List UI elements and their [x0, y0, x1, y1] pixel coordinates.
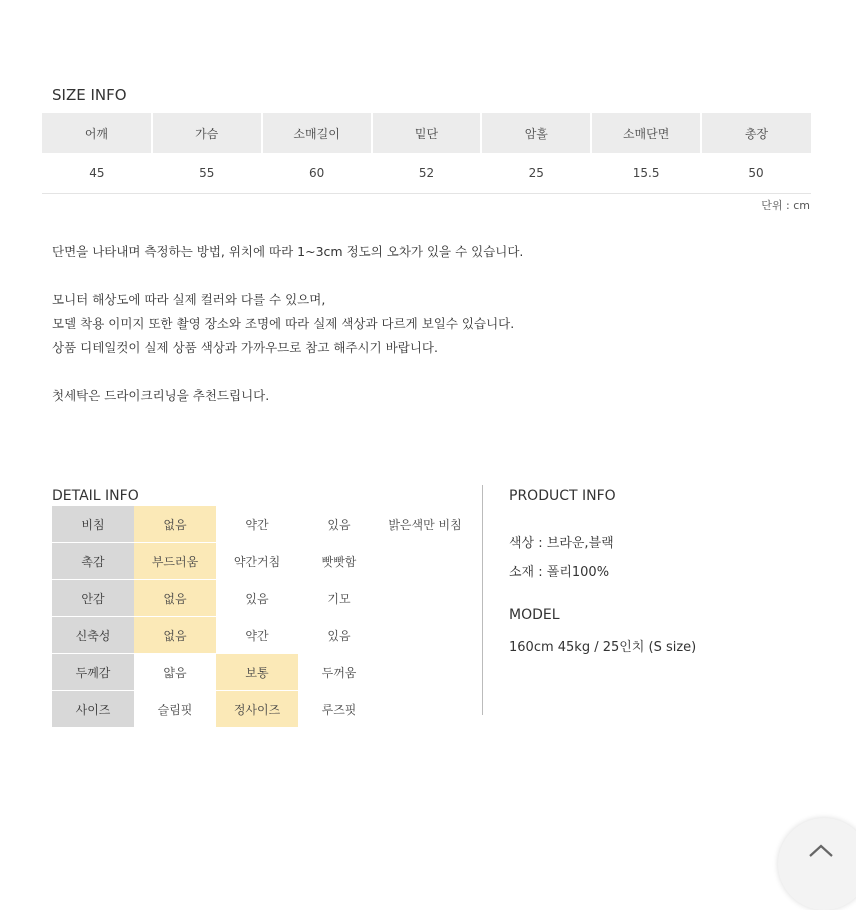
detail-option: 두꺼움 [298, 654, 380, 691]
detail-grid [52, 506, 470, 728]
size-table-header-row [42, 113, 811, 153]
detail-option: 있음 [216, 580, 298, 617]
detail-option-selected: 부드러움 [134, 543, 216, 580]
detail-option: 약간 [216, 617, 298, 654]
size-header-sleeve-length: 소매길이 [262, 113, 372, 153]
detail-label-stretch: 신축성 [52, 617, 134, 654]
detail-option: 루즈핏 [298, 691, 380, 728]
note-monitor: 모니터 해상도에 따라 실제 컬러와 다를 수 있으며, [52, 292, 326, 307]
detail-option: 얇음 [134, 654, 216, 691]
vertical-divider [482, 485, 483, 715]
detail-label-thickness: 두께감 [52, 654, 134, 691]
detail-label-sheerness: 비침 [52, 506, 134, 543]
detail-option: 있음 [298, 506, 380, 543]
note-model-image: 모델 착용 이미지 또한 촬영 장소와 조명에 따라 실제 색상과 다르게 보일수 있습니다. [52, 316, 515, 331]
note-measurement: 단면을 나타내며 측정하는 방법, 위치에 따라 1~3cm 정도의 오차가 있을 수 있습니다. [52, 244, 524, 259]
detail-info-title: DETAIL INFO [52, 488, 139, 504]
detail-option: 빳빳함 [298, 543, 380, 580]
product-material: 소재 : 폴리100% [509, 565, 610, 580]
detail-option-selected: 없음 [134, 617, 216, 654]
detail-label-lining: 안감 [52, 580, 134, 617]
size-header-hem: 밑단 [372, 113, 482, 153]
detail-option-empty [380, 580, 470, 617]
note-washing: 첫세탁은 드라이크리닝을 추천드립니다. [52, 388, 270, 403]
size-value-hem: 52 [372, 153, 482, 194]
detail-option-selected: 없음 [134, 580, 216, 617]
size-value-shoulder: 45 [42, 153, 152, 194]
detail-option-empty [380, 543, 470, 580]
detail-label-texture: 촉감 [52, 543, 134, 580]
product-color: 색상 : 브라운,블랙 [509, 536, 614, 551]
size-header-sleeve-width: 소매단면 [591, 113, 701, 153]
size-info-title: SIZE INFO [52, 86, 127, 104]
size-unit: 단위 : cm [761, 199, 810, 212]
size-header-total-length: 총장 [701, 113, 811, 153]
size-value-total-length: 50 [701, 153, 811, 194]
notes-block [52, 240, 523, 408]
detail-option: 약간 [216, 506, 298, 543]
detail-option: 밝은색만 비침 [380, 506, 470, 543]
detail-option-selected: 없음 [134, 506, 216, 543]
note-detail-cut: 상품 디테일컷이 실제 상품 색상과 가까우므로 참고 해주시기 바랍니다. [52, 340, 438, 355]
size-value-armhole: 25 [481, 153, 591, 194]
detail-option: 슬림핏 [134, 691, 216, 728]
size-value-sleeve-length: 60 [262, 153, 372, 194]
size-table-row [42, 153, 811, 194]
detail-option-empty [380, 654, 470, 691]
detail-option-selected: 보통 [216, 654, 298, 691]
detail-option: 있음 [298, 617, 380, 654]
size-header-armhole: 암홀 [481, 113, 591, 153]
size-header-shoulder: 어깨 [42, 113, 152, 153]
scroll-top-button[interactable] [778, 818, 856, 910]
model-title: MODEL [509, 607, 560, 623]
detail-option: 기모 [298, 580, 380, 617]
size-value-chest: 55 [152, 153, 262, 194]
size-value-sleeve-width: 15.5 [591, 153, 701, 194]
detail-label-fit: 사이즈 [52, 691, 134, 728]
detail-option-selected: 정사이즈 [216, 691, 298, 728]
product-info-title: PRODUCT INFO [509, 488, 616, 504]
model-spec: 160cm 45kg / 25인치 (S size) [509, 640, 697, 655]
size-header-chest: 가슴 [152, 113, 262, 153]
detail-option-empty [380, 617, 470, 654]
chevron-up-icon [806, 842, 836, 860]
detail-option-empty [380, 691, 470, 728]
size-table [42, 113, 811, 194]
detail-option: 약간거침 [216, 543, 298, 580]
